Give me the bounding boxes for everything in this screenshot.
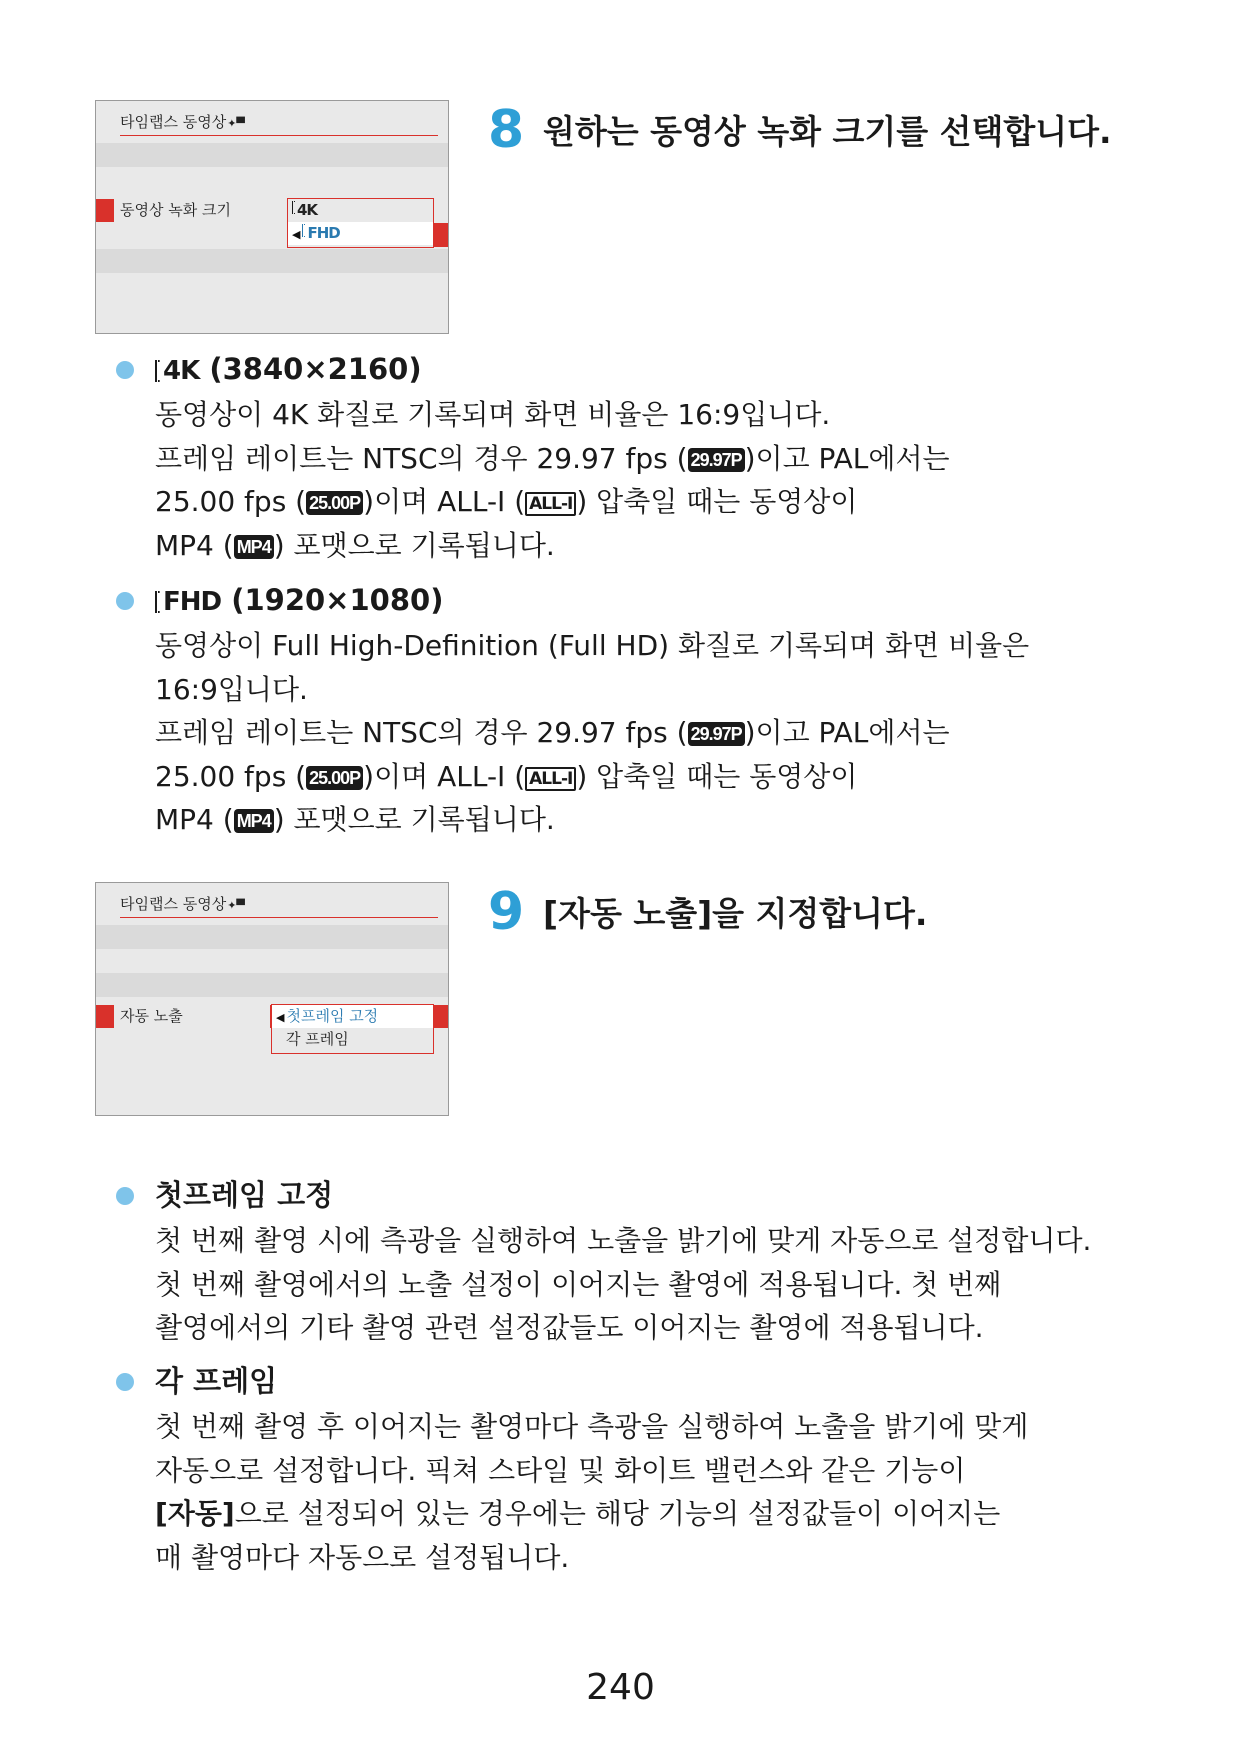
step-number: 9	[488, 882, 524, 942]
menu-title-text: 타임랩스 동영상	[120, 113, 227, 131]
text-run: 으로 설정되어 있는 경우에는 해당 기능의 설정값들이 이어지는	[234, 1497, 1001, 1530]
menu-title-text: 타임랩스 동영상	[120, 895, 227, 913]
bullet-dot	[116, 592, 134, 610]
body-line	[155, 798, 1029, 842]
mp4-icon: MP4	[234, 535, 274, 559]
body-line: 첫 번째 촬영 시에 측광을 실행하여 노출을 밝기에 맞게 자동으로 설정합니다.	[155, 1224, 1092, 1257]
text-run: ) 압축일 때는 동영상이	[576, 759, 858, 793]
text-run: ) 포맷으로 기록됩니다.	[273, 803, 555, 836]
option-fhd[interactable]	[288, 222, 433, 245]
body-line: 첫 번째 촬영 후 이어지는 촬영마다 측광을 실행하여 노출을 밝기에 맞게	[155, 1410, 1029, 1443]
step-title: [자동 노출]을 지정합니다.	[543, 894, 928, 933]
option-every-frame[interactable]	[272, 1028, 433, 1051]
fhd-dimensions: (1920×1080)	[231, 583, 444, 617]
body-line	[155, 437, 950, 481]
bullet-dot	[116, 1373, 134, 1391]
29.97p-icon: 29.97P	[688, 722, 745, 746]
movie-size-dropdown[interactable]	[287, 198, 434, 248]
bullet-body-first-frame	[155, 1219, 1091, 1350]
text-run: MP4 (	[155, 528, 234, 562]
pointer-icon: ◀	[292, 228, 301, 241]
body-line: 동영상이 Full High-Definition (Full HD) 화질로 기록되며 화면 비율은	[155, 629, 1030, 662]
4k-size-icon	[155, 356, 199, 387]
page-number: 240	[586, 1667, 655, 1708]
option-4k-label: 4K	[297, 201, 318, 219]
menu-band	[96, 191, 448, 197]
text-run: 프레임 레이트는 NTSC의 경우 29.97 fps (	[155, 441, 688, 475]
body-line: 16:9입니다.	[155, 672, 308, 706]
step-title: 원하는 동영상 녹화 크기를 선택합니다.	[543, 112, 1112, 151]
body-line	[155, 480, 950, 524]
menu-title	[120, 111, 438, 136]
fhd-size-icon	[302, 222, 339, 245]
movie-size-row-label: 동영상 녹화 크기	[114, 199, 448, 222]
body-line: 동영상이 4K 화질로 기록되며 화면 비율은 16:9입니다.	[155, 398, 831, 431]
mp4-icon: MP4	[234, 809, 274, 833]
auto-exposure-menu-screen	[95, 882, 449, 1116]
bullet-dot	[116, 1187, 134, 1205]
all-i-icon: ALL-I	[525, 492, 576, 516]
option-every-frame-label: 각 프레임	[286, 1030, 349, 1048]
menu-band	[96, 925, 448, 949]
bold-text-auto: [자동]	[155, 1497, 235, 1530]
auto-exposure-row-label: 자동 노출	[114, 1005, 270, 1028]
text-run: )이고 PAL에서는	[744, 441, 950, 475]
bullet-body-every-frame	[155, 1405, 1028, 1579]
text-run: 프레임 레이트는 NTSC의 경우 29.97 fps (	[155, 716, 688, 749]
fhd-size-icon	[155, 587, 221, 618]
fhd-icon-label: FHD	[163, 587, 222, 617]
text-run: )이며 ALL-I (	[363, 759, 526, 793]
bullet-heading-4k	[155, 352, 422, 387]
step-number: 8	[488, 100, 524, 160]
pointer-icon: ◀	[276, 1011, 285, 1024]
text-run: 25.00 fps (	[155, 485, 307, 518]
4k-icon-label: 4K	[163, 356, 200, 386]
movie-size-menu-screen	[95, 100, 449, 334]
text-run: )이고 PAL에서는	[744, 716, 950, 749]
menu-title	[120, 893, 438, 918]
text-run: )이며 ALL-I (	[363, 485, 526, 518]
bullet-body-fhd	[155, 624, 1029, 842]
timelapse-icon: ✦▀	[227, 899, 245, 912]
text-run: ) 압축일 때는 동영상이	[576, 485, 858, 518]
body-line	[155, 1492, 1028, 1536]
bullet-heading-fhd	[155, 583, 443, 618]
bullet-dot	[116, 361, 134, 379]
text-run: MP4 (	[155, 803, 234, 836]
option-first-frame-fixed[interactable]	[272, 1005, 433, 1028]
timelapse-icon: ✦▀	[227, 117, 245, 130]
4k-size-icon	[292, 199, 317, 222]
menu-band	[96, 249, 448, 273]
body-line	[155, 711, 1029, 755]
all-i-icon: ALL-I	[525, 767, 576, 791]
body-line	[155, 524, 950, 568]
body-line: 촬영에서의 기타 촬영 관련 설정값들도 이어지는 촬영에 적용됩니다.	[155, 1311, 984, 1344]
menu-band	[96, 973, 448, 997]
bullet-heading-first-frame: 첫프레임 고정	[155, 1178, 334, 1212]
selected-row-end	[434, 223, 448, 247]
29.97p-icon: 29.97P	[688, 448, 745, 472]
option-4k[interactable]	[288, 199, 433, 222]
bullet-body-4k	[155, 393, 950, 567]
auto-exposure-dropdown[interactable]	[271, 1004, 434, 1054]
menu-band	[96, 143, 448, 167]
body-line: 매 촬영마다 자동으로 설정됩니다.	[155, 1540, 570, 1574]
bullet-heading-every-frame: 각 프레임	[155, 1364, 278, 1398]
text-run: 25.00 fps (	[155, 759, 307, 793]
text-run: ) 포맷으로 기록됩니다.	[273, 528, 555, 562]
body-line: 첫 번째 촬영에서의 노출 설정이 이어지는 촬영에 적용됩니다. 첫 번째	[155, 1267, 1002, 1301]
4k-dimensions: (3840×2160)	[209, 352, 422, 386]
body-line: 자동으로 설정합니다. 픽쳐 스타일 및 화이트 밸런스와 같은 기능이	[155, 1453, 966, 1487]
option-fhd-label: FHD	[307, 224, 340, 242]
25.00p-icon: 25.00P	[306, 766, 363, 790]
25.00p-icon: 25.00P	[306, 491, 363, 515]
body-line	[155, 755, 1029, 799]
option-first-frame-label: 첫프레임 고정	[286, 1007, 379, 1025]
